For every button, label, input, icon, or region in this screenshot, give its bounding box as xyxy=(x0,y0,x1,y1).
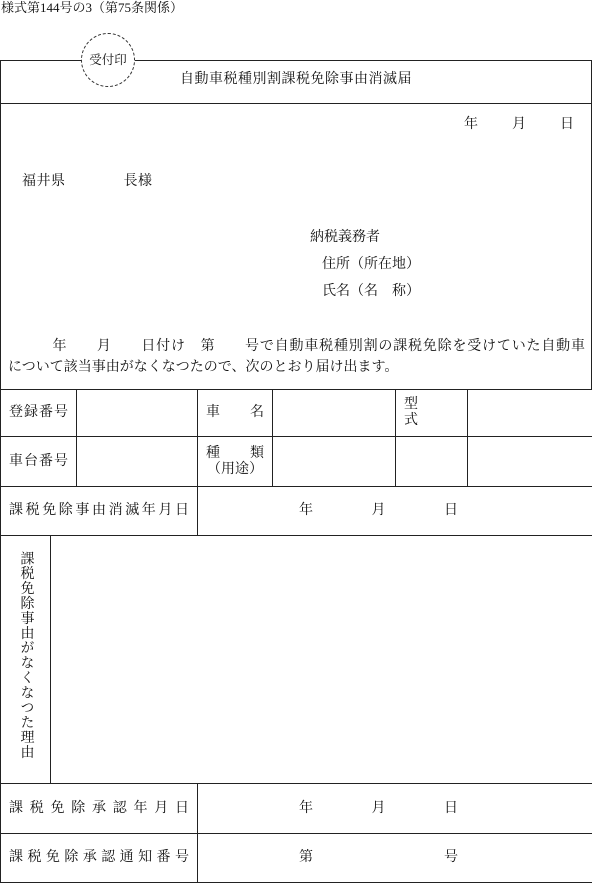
statement-line-2: について該当事由がなくなつたので、次のとおり届け出ます。 xyxy=(8,360,398,376)
registration-number-field xyxy=(77,390,198,437)
table-row xyxy=(1,487,592,536)
form-number: 様式第144号の3（第75条関係） xyxy=(1,0,183,16)
model-label-cell xyxy=(396,390,468,437)
reason-field xyxy=(51,536,592,784)
registration-number-label: 登録番号 xyxy=(1,405,76,421)
chassis-number-label-cell xyxy=(1,437,77,487)
blank-cell xyxy=(468,437,592,487)
chassis-number-field xyxy=(77,437,198,487)
approval-date-field xyxy=(198,784,592,834)
car-name-label-cell xyxy=(198,390,273,437)
table-row xyxy=(1,784,592,834)
use-label: （用途） xyxy=(198,462,272,478)
form-frame xyxy=(0,60,592,389)
reception-stamp-label: 受付印 xyxy=(89,53,127,67)
table-row xyxy=(1,536,592,784)
reason-label: 課税免除事由がなくなつた理由 xyxy=(18,551,34,760)
title-divider xyxy=(1,103,591,104)
approval-date-value: 年 月 日 xyxy=(198,801,592,817)
exemption-end-date-label: 課税免除事由消滅年月日 xyxy=(1,503,197,519)
approval-notice-number-label: 課税免除承認通知番号 xyxy=(1,850,197,866)
model-field xyxy=(468,390,592,437)
exemption-end-date-value: 年 月 日 xyxy=(198,503,592,519)
vehicle-info-table xyxy=(0,389,592,883)
type-field xyxy=(273,437,396,487)
model-label: 型 式 xyxy=(396,397,467,429)
table-row xyxy=(1,390,592,437)
taxpayer-name-label: 氏名（名 称） xyxy=(322,284,420,300)
registration-number-label-cell xyxy=(1,390,77,437)
form-title: 自動車税種別割課税免除事由消滅届 xyxy=(1,72,591,88)
type-label-cell xyxy=(198,437,273,487)
table-row xyxy=(1,834,592,883)
car-name-label: 車 名 xyxy=(198,405,272,421)
approval-date-label: 課税免除承認年月日 xyxy=(1,801,197,817)
type-label: 種 類 xyxy=(198,446,272,462)
taxpayer-heading: 納税義務者 xyxy=(310,230,380,246)
approval-notice-number-label-cell xyxy=(1,834,198,883)
statement-line-1: 年 月 日付け 第 号で自動車税種別割の課税免除を受けていた自動車 xyxy=(8,339,585,355)
approval-notice-number-field xyxy=(198,834,592,883)
exemption-end-date-field xyxy=(198,487,592,536)
car-name-field xyxy=(273,390,396,437)
table-row xyxy=(1,437,592,487)
submission-date: 年 月 日 xyxy=(464,117,576,133)
addressee: 福井県 長様 xyxy=(22,174,153,190)
reception-stamp-circle xyxy=(81,33,135,87)
blank-cell xyxy=(396,437,468,487)
exemption-end-date-label-cell xyxy=(1,487,198,536)
taxpayer-address-label: 住所（所在地） xyxy=(322,257,420,273)
chassis-number-label: 車台番号 xyxy=(1,454,76,470)
approval-date-label-cell xyxy=(1,784,198,834)
approval-notice-number-value: 第 号 xyxy=(198,850,592,866)
reason-label-cell xyxy=(1,536,51,784)
